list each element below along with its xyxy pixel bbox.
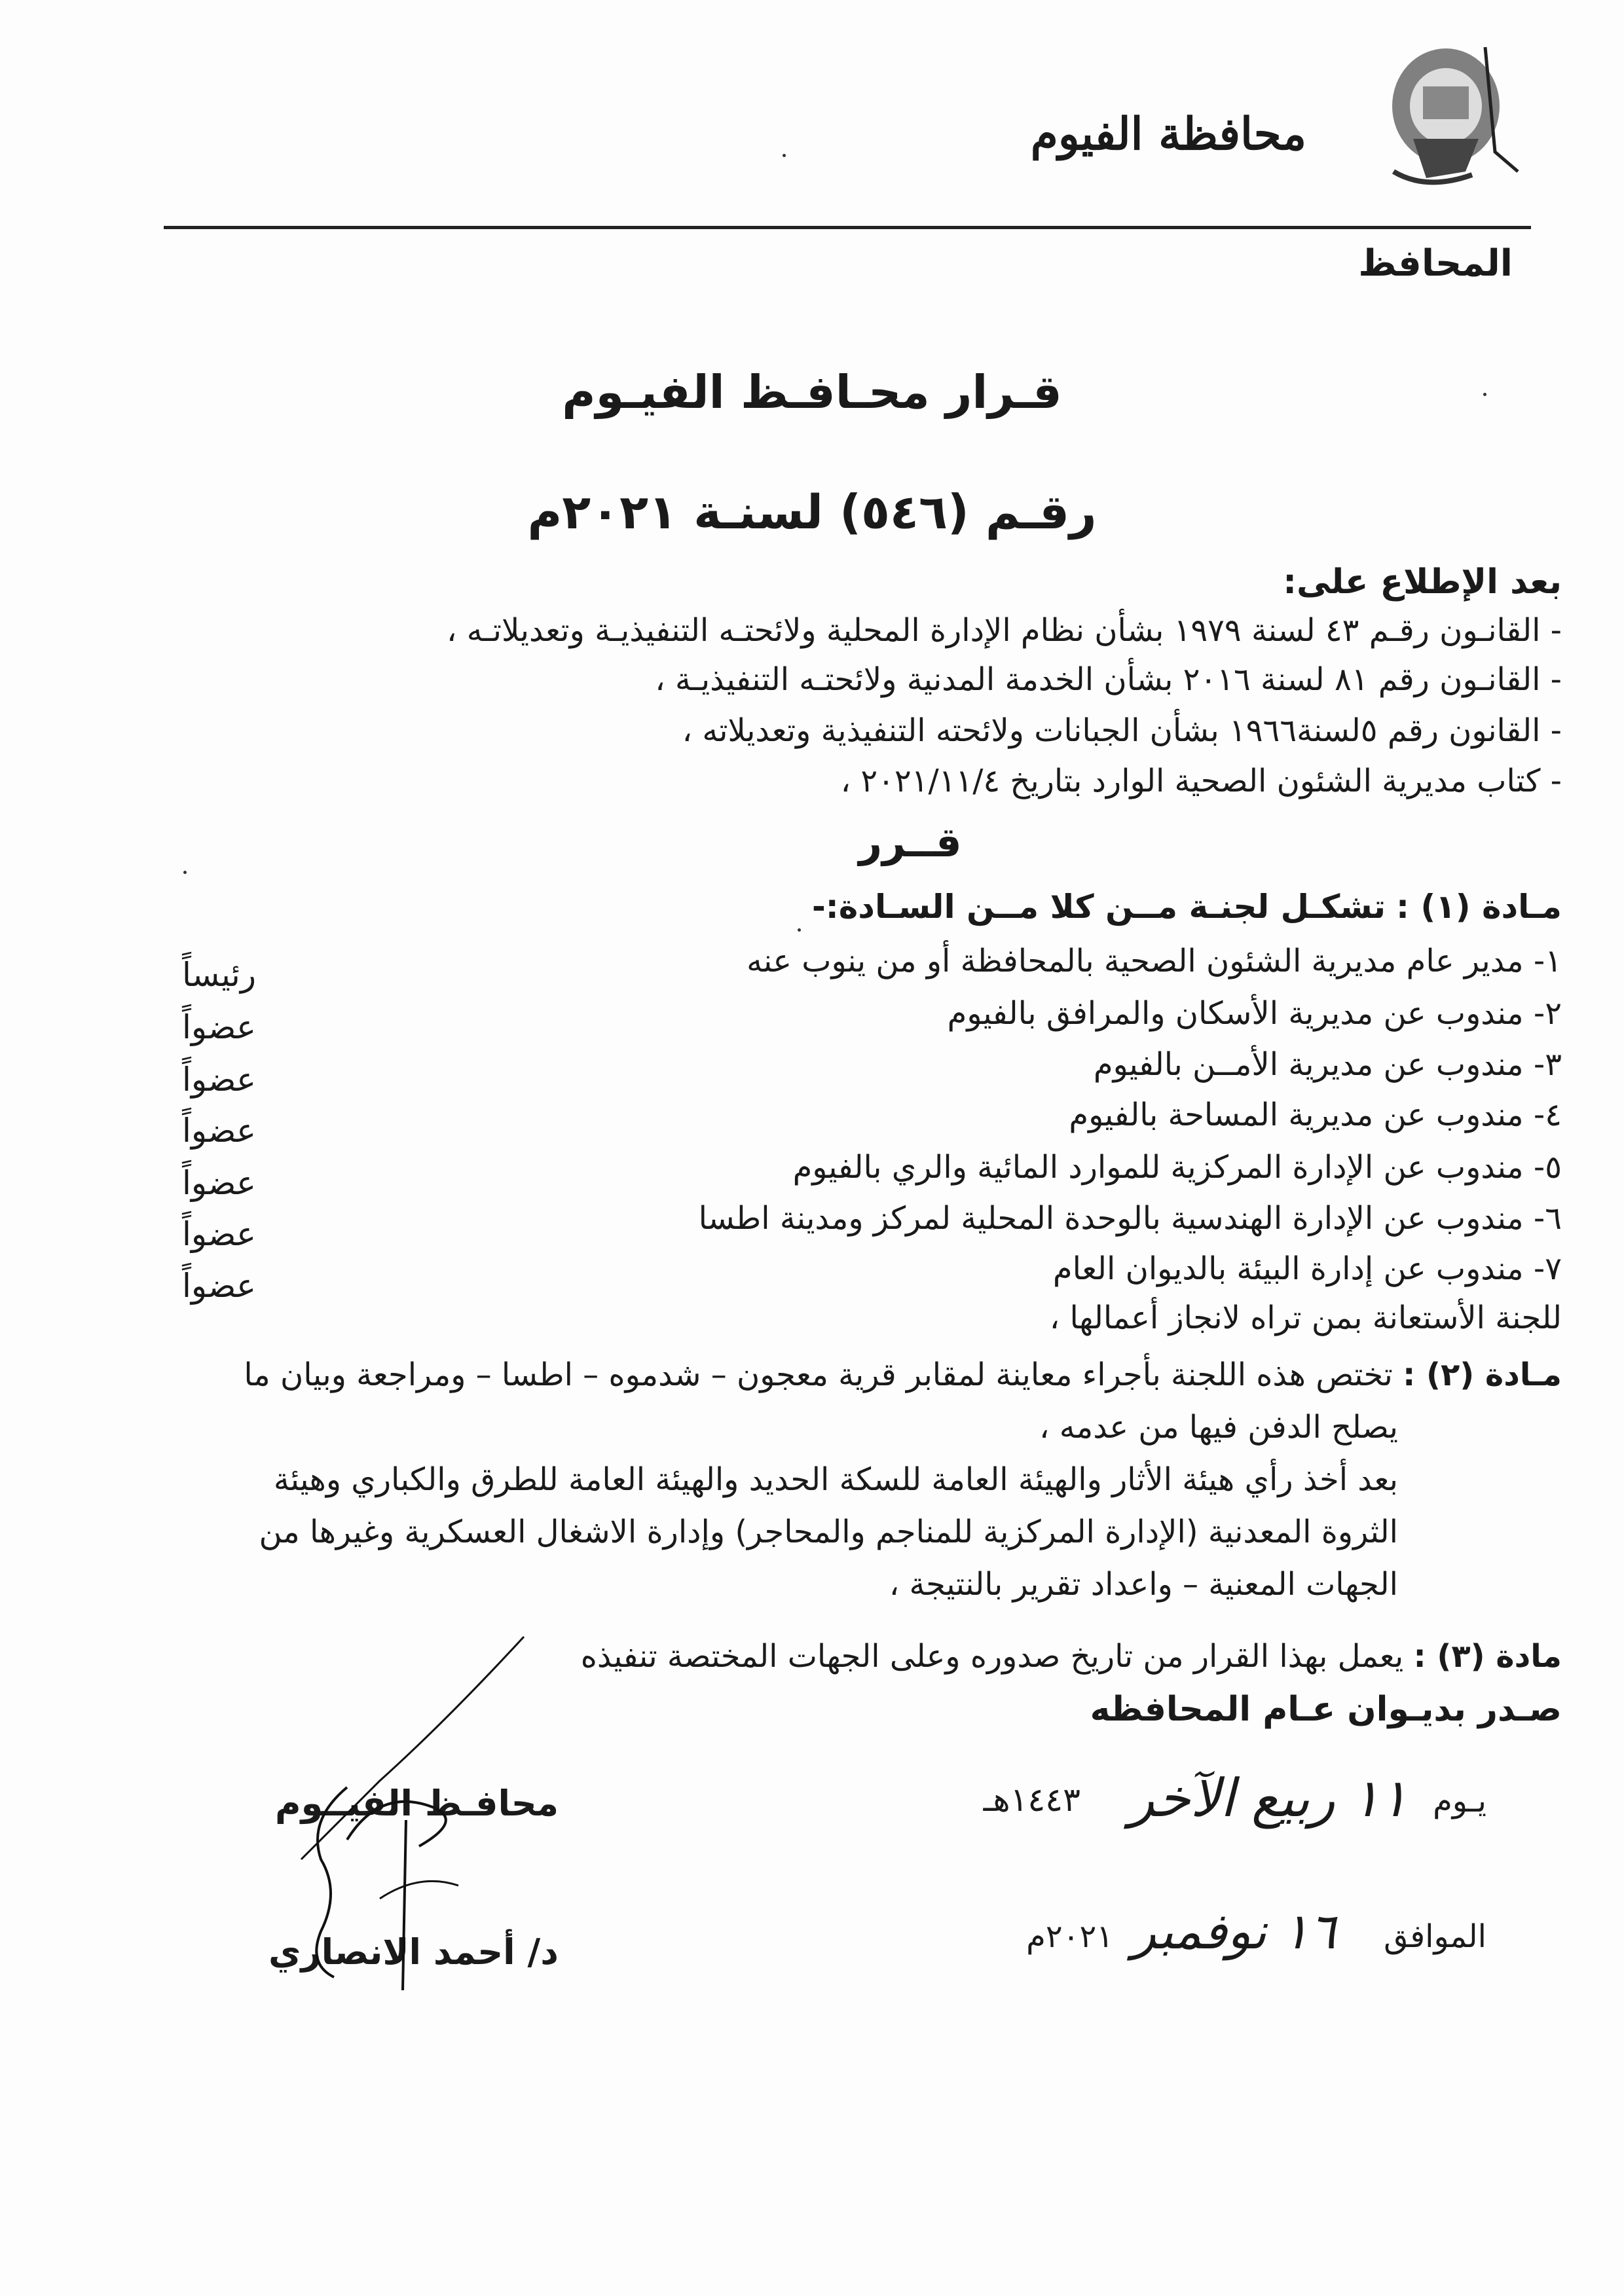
member-role: عضواً	[182, 1215, 256, 1253]
gregorian-date-label: الموافق	[1384, 1918, 1486, 1955]
article-3-text: يعمل بهذا القرار من تاريخ صدوره وعلى الجهات المختصة تنفيذه	[580, 1638, 1404, 1675]
signatory-title: محافـظ الفيــوم	[275, 1783, 559, 1824]
committee-member: ٦- مندوب عن الإدارة الهندسية بالوحدة المحلية لمركز ومدينة اطسا	[698, 1200, 1562, 1237]
fayoum-governorate-emblem-icon	[1387, 41, 1524, 191]
decree-number: رقـم (٥٤٦) لسنـة ٢٠٢١م	[527, 484, 1097, 539]
article-2-line: تختص هذه اللجنة بأجراء معاينة لمقابر قرية معجون – شدموه – اطسا – ومراجعة وبيان ما	[244, 1357, 1393, 1393]
preamble-intro: بعد الإطلاع على:	[1283, 562, 1562, 602]
committee-member: ٥- مندوب عن الإدارة المركزية للموارد المائية والري بالفيوم	[792, 1149, 1562, 1186]
member-role: عضواً	[182, 1008, 256, 1046]
member-role: عضواً	[182, 1112, 256, 1150]
preamble-item: - القانـون رقم ٨١ لسنة ٢٠١٦ بشأن الخدمة المدنية ولائحتـه التنفيذيـة ،	[655, 661, 1562, 698]
committee-member: ٢- مندوب عن مديرية الأسكان والمرافق بالفيوم	[947, 995, 1562, 1032]
gregorian-year: ٢٠٢١م	[1026, 1918, 1113, 1955]
scan-speck	[1483, 393, 1486, 396]
hijri-year: ١٤٤٣هـ	[983, 1781, 1080, 1819]
article-1-label: مـادة (١) :	[1395, 888, 1562, 926]
committee-member: ١- مدير عام مديرية الشئون الصحية بالمحافظة أو من ينوب عنه	[747, 943, 1562, 979]
header-divider	[164, 226, 1531, 229]
article-2	[121, 1349, 1562, 1611]
member-role: رئيساً	[182, 956, 256, 994]
article-3-label: مادة (٣) :	[1413, 1638, 1562, 1675]
committee-member: ٣- مندوب عن مديرية الأمــن بالفيوم	[1093, 1046, 1562, 1083]
office-title: المحافظ	[1358, 242, 1513, 285]
article-2-line: الجهات المعنية – واعداد تقرير بالنتيجة ،	[889, 1566, 1398, 1603]
decided-heading: قــرر	[858, 818, 962, 866]
article-1-heading	[812, 887, 1562, 926]
article-3	[581, 1638, 1562, 1676]
committee-note: للجنة الأستعانة بمن تراه لانجاز أعمالها ،	[1049, 1300, 1562, 1336]
member-role: عضواً	[182, 1061, 256, 1099]
committee-member: ٧- مندوب عن إدارة البيئة بالديوان العام	[1052, 1250, 1562, 1287]
preamble-item: - القانـون رقـم ٤٣ لسنة ١٩٧٩ بشأن نظام الإدارة المحلية ولائحتـه التنفيذيـة وتعديلاتـه ،	[447, 612, 1562, 649]
scan-speck	[783, 154, 786, 157]
member-role: عضواً	[182, 1267, 256, 1305]
preamble-item: - كتاب مديرية الشئون الصحية الوارد بتاريخ ٢٠٢١/١١/٤ ،	[840, 763, 1562, 799]
member-role: عضواً	[182, 1164, 256, 1202]
hijri-date-label: يـوم	[1433, 1783, 1486, 1819]
article-2-line: الثروة المعدنية (الإدارة المركزية للمناجم والمحاجر) وإدارة الاشغال العسكرية وغيرها من	[259, 1514, 1398, 1550]
article-2-line: بعد أخذ رأي هيئة الأثار والهيئة العامة للسكة الحديد والهيئة العامة للطرق والكباري وهيئة	[273, 1461, 1398, 1498]
governorate-name: محافظة الفيوم	[1030, 108, 1306, 160]
hijri-date-handwritten: ١١ ربيع الآخر	[1129, 1768, 1408, 1829]
decree-title: قـرار محـافـظ الفيـوم	[562, 365, 1062, 419]
issued-at: صـدر بديـوان عـام المحافظه	[1090, 1690, 1562, 1729]
preamble-item: - القانون رقم ٥لسنة١٩٦٦ بشأن الجبانات ولائحته التنفيذية وتعديلاته ،	[682, 712, 1562, 749]
committee-member: ٤- مندوب عن مديرية المساحة بالفيوم	[1069, 1097, 1562, 1133]
article-2-line: يصلح الدفن فيها من عدمه ،	[1039, 1409, 1398, 1446]
gregorian-date-handwritten: ١٦ نوفمبر	[1132, 1902, 1336, 1960]
scan-speck	[183, 871, 187, 874]
article-1-text: تشكـل لجنـة مــن كلا مــن السـادة:-	[812, 888, 1386, 926]
article-2-label: مـادة (٢) :	[1403, 1357, 1562, 1393]
signatory-name: د/ أحمد الانصاري	[268, 1931, 559, 1973]
scan-speck	[798, 928, 801, 932]
